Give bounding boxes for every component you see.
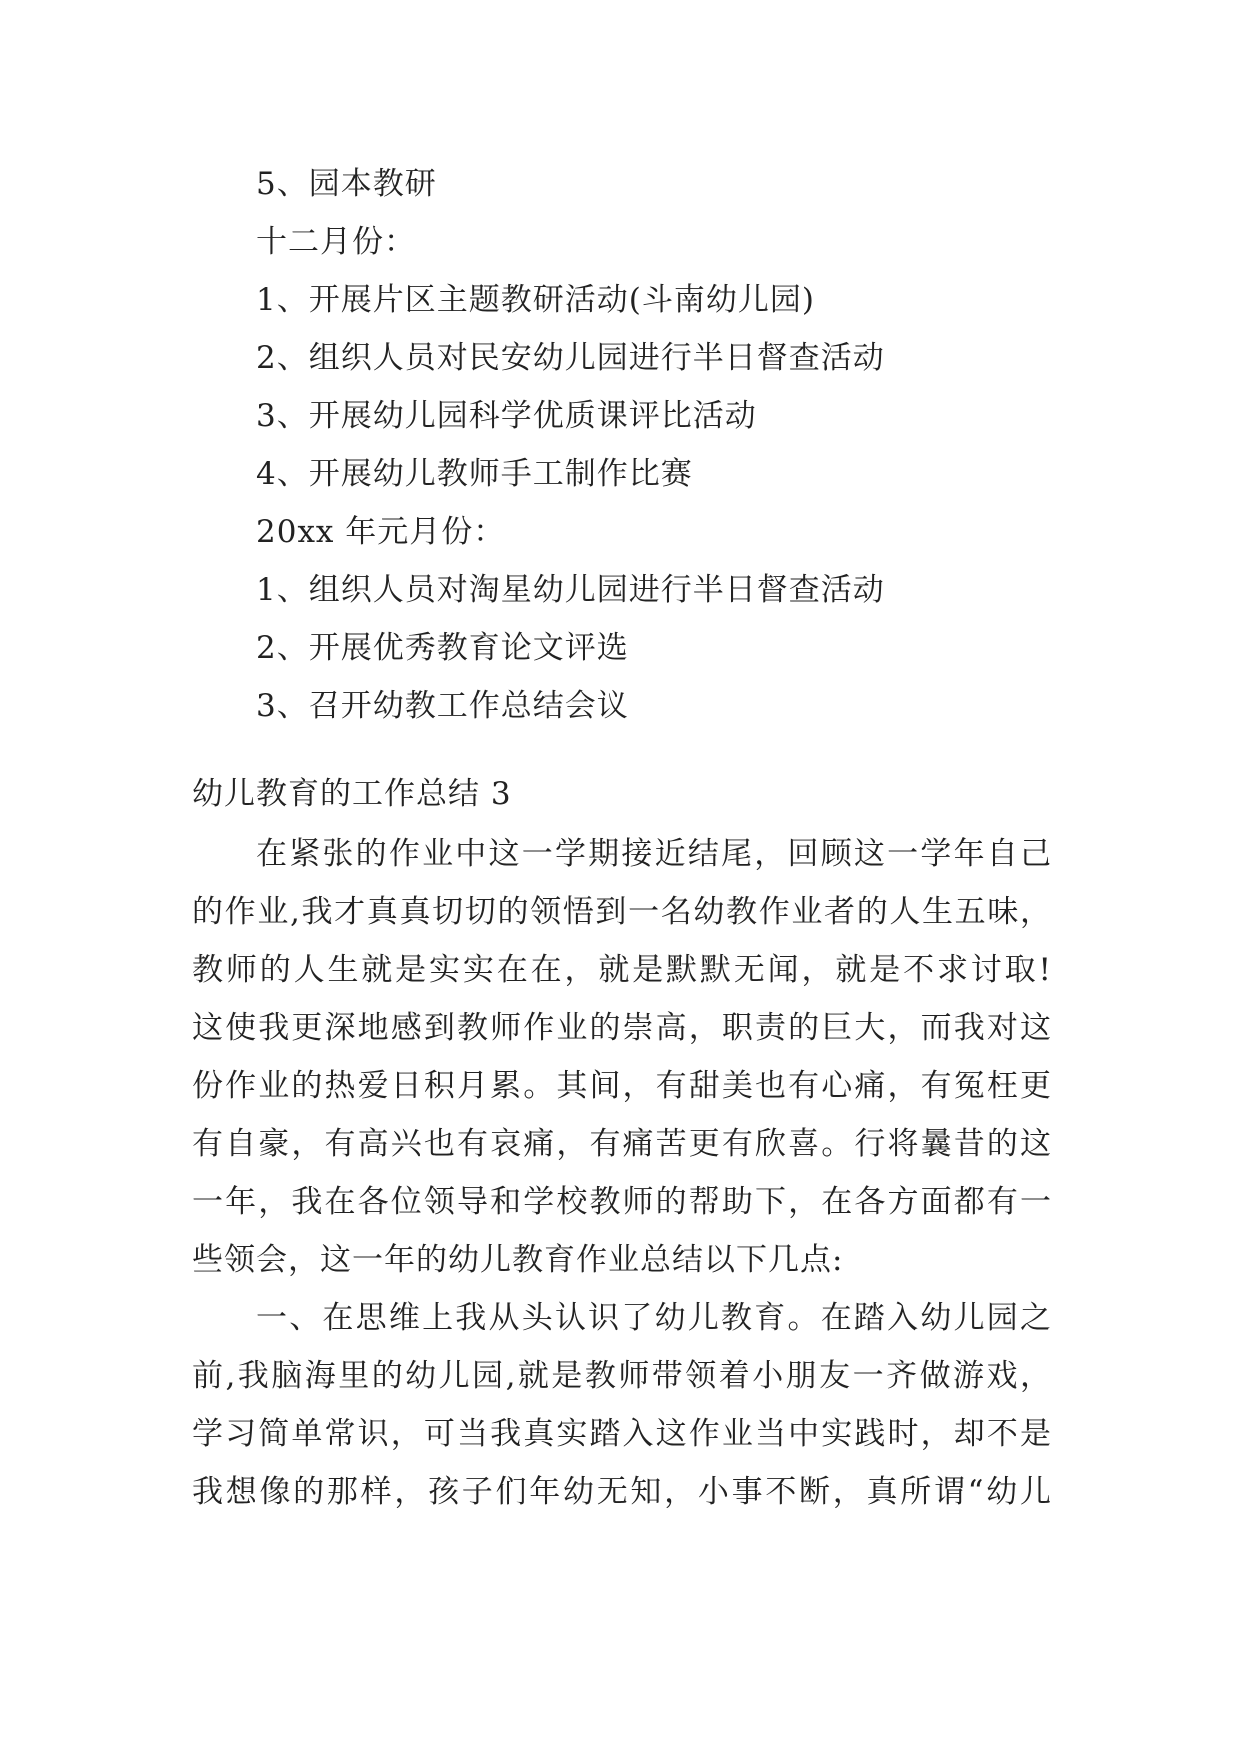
- list-item: 20xx 年元月份：: [256, 514, 506, 550]
- paragraph-line: 些领会，这一年的幼儿教育作业总结以下几点:: [192, 1242, 844, 1278]
- list-item: 2、开展优秀教育论文评选: [256, 630, 629, 666]
- paragraph-line: 学习简单常识，可当我真实踏入这作业当中实践时，却不是: [192, 1416, 1052, 1452]
- list-item: 2、组织人员对民安幼儿园进行半日督查活动: [256, 340, 885, 376]
- paragraph-line: 我想像的那样，孩子们年幼无知，小事不断，真所谓“幼儿: [192, 1474, 1052, 1510]
- list-item: 3、开展幼儿园科学优质课评比活动: [256, 398, 757, 434]
- paragraph-line: 一年，我在各位领导和学校教师的帮助下，在各方面都有一: [192, 1184, 1052, 1220]
- paragraph-line: 在紧张的作业中这一学期接近结尾，回顾这一学年自己: [256, 836, 1052, 872]
- paragraph-line: 一、在思维上我从头认识了幼儿教育。在踏入幼儿园之: [256, 1300, 1052, 1336]
- paragraph-line: 这使我更深地感到教师作业的崇高，职责的巨大，而我对这: [192, 1010, 1052, 1046]
- list-item: 3、召开幼教工作总结会议: [256, 688, 629, 724]
- paragraph-line: 教师的人生就是实实在在，就是默默无闻，就是不求讨取!: [192, 952, 1052, 988]
- paragraph-line: 的作业,我才真真切切的领悟到一名幼教作业者的人生五味，: [192, 894, 1052, 930]
- section-title: 幼儿教育的工作总结 3: [192, 776, 512, 812]
- list-item: 1、组织人员对淘星幼儿园进行半日督查活动: [256, 572, 885, 608]
- paragraph-line: 份作业的热爱日积月累。其间，有甜美也有心痛，有冤枉更: [192, 1068, 1052, 1104]
- list-item: 1、开展片区主题教研活动(斗南幼儿园): [256, 282, 815, 318]
- paragraph-line: 有自豪，有高兴也有哀痛，有痛苦更有欣喜。行将曩昔的这: [192, 1126, 1052, 1162]
- list-item: 5、园本教研: [256, 166, 437, 202]
- list-item: 4、开展幼儿教师手工制作比赛: [256, 456, 693, 492]
- paragraph-line: 前,我脑海里的幼儿园,就是教师带领着小朋友一齐做游戏，: [192, 1358, 1052, 1394]
- list-item: 十二月份：: [256, 224, 416, 260]
